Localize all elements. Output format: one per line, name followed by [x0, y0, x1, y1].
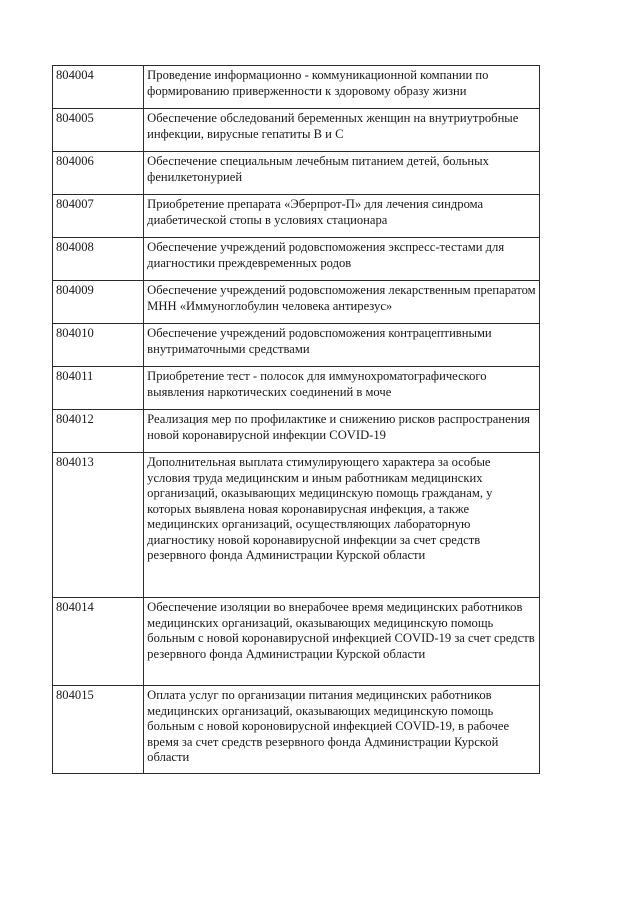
table-row	[53, 686, 540, 774]
row-description: Обеспечение учреждений родовспоможения лекарственным препаратом МНН «Иммуноглобулин человека антирезус»	[144, 281, 540, 324]
row-code: 804004	[53, 66, 144, 109]
row-description: Реализация мер по профилактике и снижению рисков распространения новой коронавирусной инфекции COVID-19	[144, 410, 540, 453]
row-code: 804012	[53, 410, 144, 453]
budget-codes-table	[52, 65, 540, 774]
row-code: 804015	[53, 686, 144, 774]
table-row	[53, 367, 540, 410]
table-row	[53, 238, 540, 281]
row-code: 804008	[53, 238, 144, 281]
row-description: Обеспечение учреждений родовспоможения экспресс-тестами для диагностики преждевременных родов	[144, 238, 540, 281]
row-description: Приобретение препарата «Эберпрот-П» для лечения синдрома диабетической стопы в условиях стационара	[144, 195, 540, 238]
row-code: 804010	[53, 324, 144, 367]
table-row	[53, 453, 540, 598]
table-row	[53, 195, 540, 238]
table-row	[53, 598, 540, 686]
row-description: Оплата услуг по организации питания медицинских работников медицинских организаций, оказывающих медицинскую помощь больным с новой короновирусной инфекцией COVID-19, в рабочее время за счет средств резервного фонда Администрации Курской области	[144, 686, 540, 774]
row-description: Проведение информационно - коммуникационной компании по формированию приверженности к здоровому образу жизни	[144, 66, 540, 109]
row-code: 804013	[53, 453, 144, 598]
table-row	[53, 324, 540, 367]
table-row	[53, 109, 540, 152]
table-row	[53, 410, 540, 453]
document-page	[52, 65, 540, 774]
row-description: Приобретение тест - полосок для иммунохроматографического выявления наркотических соединений в моче	[144, 367, 540, 410]
row-description: Дополнительная выплата стимулирующего характера за особые условия труда медицинским и иным работникам медицинских организаций, оказывающих медицинскую помощь гражданам, у которых выявлена новая коронавирусная инфекция, а также медицинских организаций, осуществляющих лабораторную диагностику новой коронавирусной инфекции за счет средств резервного фонда Администрации Курской области	[144, 453, 540, 598]
row-code: 804009	[53, 281, 144, 324]
row-code: 804006	[53, 152, 144, 195]
row-code: 804007	[53, 195, 144, 238]
table-row	[53, 152, 540, 195]
row-description: Обеспечение изоляции во внерабочее время медицинских работников медицинских организаций, оказывающих медицинскую помощь больным с новой коронавирусной инфекцией COVID-19 за счет средств резервного фонда Администрации Курской области	[144, 598, 540, 686]
row-code: 804014	[53, 598, 144, 686]
row-description: Обеспечение учреждений родовспоможения контрацептивными внутриматочными средствами	[144, 324, 540, 367]
table-row	[53, 281, 540, 324]
row-code: 804011	[53, 367, 144, 410]
table-row	[53, 66, 540, 109]
row-description: Обеспечение специальным лечебным питанием детей, больных фенилкетонурией	[144, 152, 540, 195]
row-code: 804005	[53, 109, 144, 152]
row-description: Обеспечение обследований беременных женщин на внутриутробные инфекции, вирусные гепатиты В и С	[144, 109, 540, 152]
